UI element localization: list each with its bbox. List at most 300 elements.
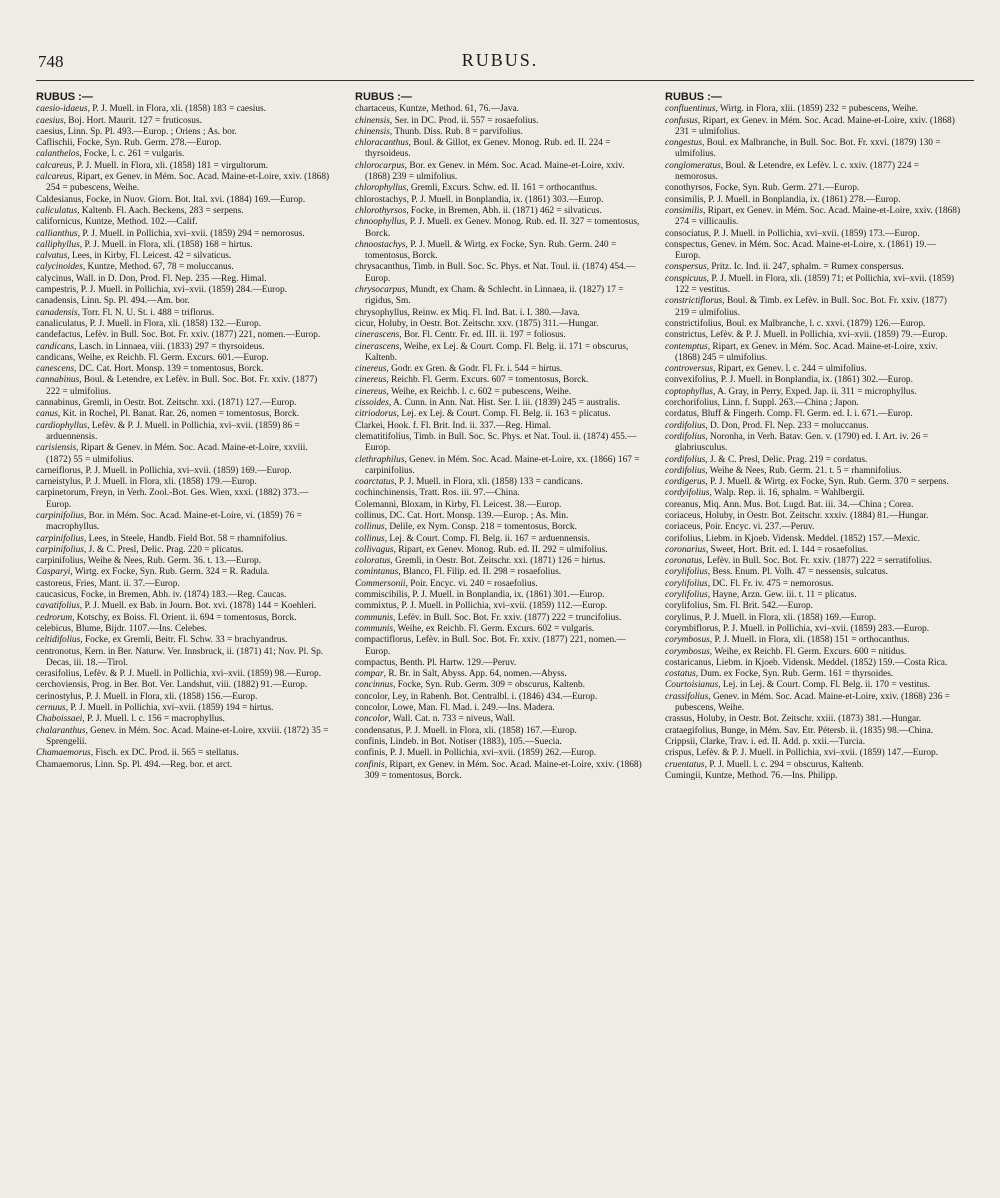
entry-citation: , Bor. ex Genev. in Mém. Soc. Acad. Maine-et-Loire, xxiv. (1868) 239 = ulmifolius.	[365, 160, 625, 183]
entry-citation: , Reinw. ex Miq. Fl. Ind. Bat. i. I. 380.—Java.	[407, 307, 580, 318]
entry-name: cerasifolius	[36, 669, 80, 680]
entry-citation: , Lefèv. & P. J. Muell. in Pollichia, xvi–xvii. (1859) 86 = arduennensis.	[46, 420, 300, 442]
entry-citation: , P. J. Muell. in Flora, xli. (1859) 71; et Pollichia, xvi–xvii. (1859) 122 = vestitus.	[675, 273, 955, 296]
entry-name: coarctatus	[355, 477, 395, 488]
entry-name: constrictiflorus	[665, 296, 723, 307]
entry-name: commiscibilis	[355, 590, 408, 601]
entry-citation: , Lefèv. & P. J. Muell. in Pollichia, xvi–xvii. (1859) 79.—Europ.	[705, 330, 948, 341]
entry-citation: , P. J. Muell. in Bonplandia, ix. (1861) 278.—Europ.	[703, 194, 901, 205]
entry	[355, 692, 651, 703]
entry-citation: , Boul. & Timb. ex Lefèv. in Bull. Soc. Bot. Fr. xxiv. (1877) 219 = ulmifolius.	[675, 296, 947, 318]
entry-citation: , Tratt. Ros. iii. 97.—China.	[414, 488, 520, 499]
entry-citation: , Benth. Pl. Hartw. 129.—Peruv.	[395, 657, 517, 668]
entry-name: calliphyllus	[36, 239, 80, 250]
entry	[36, 726, 332, 749]
entry-citation: , Holuby, in Oestr. Bot. Zeitschr. xxxiv. (1884) 81.—Hungar.	[700, 510, 929, 521]
entry-citation: , Linn. Sp. Pl. 494.—Am. bor.	[76, 296, 190, 307]
column-head: RUBUS :—	[665, 91, 722, 103]
entry-citation: , Poir. Encyc. vi. 240 = rosaefolius.	[405, 578, 538, 589]
entry-citation: , Fisch. ex DC. Prod. ii. 565 = stellatus.	[90, 748, 239, 759]
entry-name: conspectus	[665, 239, 707, 250]
entry-name: Crippsii	[665, 736, 696, 747]
entry-citation: , Torr. Fl. N. U. St. i. 488 = triflorus.	[77, 307, 215, 318]
entry-citation: , J. & C. Presl, Delic. Prag. 220 = plicatus.	[83, 544, 244, 555]
entry-name: chlorothyrsos	[355, 205, 407, 216]
entry-citation: , Wall. in D. Don, Prod. Fl. Nep. 235 —Reg. Himal.	[71, 273, 267, 284]
entry-citation: , Ripart, ex Genev. in Mém. Soc. Acad. Maine-et-Loire, xxiv. (1868) 254 = pubescens, Weihe.	[46, 172, 330, 194]
entry	[355, 330, 651, 341]
entry	[665, 398, 961, 409]
entry	[665, 500, 961, 511]
entry-citation: , Boul. ex Malbranche, l. c. xxvi. (1879) 126.—Europ.	[721, 318, 926, 329]
entry	[665, 488, 961, 499]
entry-citation: , DC. Cat. Hort. Monsp. 139 = tomentosus, Borck.	[74, 364, 264, 375]
entry-citation: , Sweet, Hort. Brit. ed. I. 144 = rosaefolius.	[705, 544, 869, 555]
entry	[36, 421, 332, 444]
entry-citation: , Gremli, in Oestr. Bot. Zeitschr. xxi. (1871) 126 = hirtus.	[390, 556, 606, 567]
entry	[355, 522, 651, 533]
entry-citation: , Ley, in Rabenh. Bot. Centralbl. i. (1846) 434.—Europ.	[387, 691, 598, 702]
entry	[355, 195, 651, 206]
entry	[36, 748, 332, 759]
entry	[665, 375, 961, 386]
entry-citation: , Weihe, ex Reichb. Fl. Germ. Excurs. 602 = vulgaris.	[393, 623, 595, 634]
entry-name: corylifolius	[665, 590, 708, 601]
entry-name: caucasicus	[36, 590, 77, 601]
entry	[36, 443, 332, 466]
entry-citation: , Sm. Fl. Brit. 542.—Europ.	[708, 601, 813, 612]
entry-name: corchorifolius	[665, 398, 718, 409]
entry-citation: , P. J. Muell. in Flora, xli. (1858) 133 = candicans.	[394, 477, 583, 488]
entry-citation: , P. J. Muell. & Wirtg. ex Focke, Syn. Rub. Germ. 240 = tomentosus, Borck.	[365, 239, 617, 262]
entry	[36, 172, 332, 195]
entry-citation: , Lefèv. & P. J. Muell. in Pollichia, xvi–xvii. (1859) 98.—Europ.	[79, 669, 322, 680]
column-head: RUBUS :—	[355, 91, 412, 103]
entry-name: costaricanus	[665, 657, 712, 668]
entry	[36, 624, 332, 635]
entry-citation: , Lowe, Man. Fl. Mad. i. 249.—Ins. Madera.	[387, 703, 555, 714]
entry	[355, 760, 651, 783]
entry-citation: , Bor. Fl. Centr. Fr. ed. III. ii. 197 = foliosus.	[399, 330, 566, 341]
entry	[355, 613, 651, 624]
entry-name: concolor	[355, 714, 389, 725]
entry-citation: , Gremli, Excurs. Schw. ed. II. 161 = orthocanthus.	[406, 183, 598, 194]
entry-citation: , P. J. Muell. in Pollichia, xvi–xvii. (1859) 284.—Europ.	[76, 285, 288, 296]
entry-citation: , Lej. & Court. Comp. Fl. Belg. ii. 167 = arduennensis.	[384, 533, 590, 544]
entry-name: cinereus	[355, 375, 387, 386]
entry	[36, 138, 332, 149]
entry	[665, 466, 961, 477]
entry-name: comintanus	[355, 567, 399, 578]
entry-name: cinerascens	[355, 330, 400, 341]
entry-name: chrysocarpus	[355, 285, 406, 296]
entry-name: confinis	[355, 759, 385, 770]
entry-list	[355, 104, 651, 782]
entry	[36, 251, 332, 262]
entry	[355, 398, 651, 409]
entry	[665, 104, 961, 115]
entry-citation: , Liebm. in Kjoeb. Vidensk. Meddel. (1852) 159.—Costa Rica.	[711, 657, 948, 668]
entry-citation: , P. J. Muell. in Pollichia, xvi–xvii. (1859) 283.—Europ.	[718, 623, 930, 634]
entry	[665, 364, 961, 375]
entry-citation: , Ripart, ex Genev. l. c. 244 = ulmifolius.	[713, 364, 867, 375]
entry-name: condensatus	[355, 725, 401, 736]
page-number: 748	[38, 52, 64, 71]
entry-name: carpinifolius	[36, 533, 84, 544]
entry-citation: , Prog. in Ber. Bot. Ver. Landshut, viii. (1882) 91.—Europ.	[87, 680, 308, 691]
entry-name: carpinifolius	[36, 556, 84, 567]
entry	[665, 296, 961, 319]
entry	[36, 760, 332, 771]
entry-name: clethraphilus	[355, 454, 405, 465]
entry	[355, 748, 651, 759]
entry-name: coreanus	[665, 499, 699, 510]
entry	[665, 579, 961, 590]
entry-citation: , Lefèv. in Bull. Soc. Bot. Fr. xxiv. (1877) 222 = truncifolius.	[393, 612, 622, 623]
entry-citation: , Kuntze, Method. 102.—Calif.	[80, 217, 198, 228]
entry	[665, 421, 961, 432]
entry-name: carneistylus	[36, 477, 81, 488]
entry-name: crassus	[665, 714, 693, 725]
entry	[36, 613, 332, 624]
entry	[665, 116, 961, 139]
entry-citation: , Holuby, in Oestr. Bot. Zeitschr. xxiii. (1873) 381.—Hungar.	[692, 714, 922, 725]
entry-name: celebicus	[36, 623, 71, 634]
entry	[36, 161, 332, 172]
entry-citation: , Godr. ex Gren. & Godr. Fl. Fr. i. 544 = hirtus.	[386, 364, 563, 375]
entry	[665, 647, 961, 658]
entry-name: canus	[36, 409, 58, 420]
entry-name: cerchoviensis	[36, 680, 88, 691]
entry-name: concolor	[355, 703, 388, 714]
entry-name: canadensis	[36, 296, 77, 307]
entry-name: cordifolius	[665, 465, 706, 476]
entry	[355, 262, 651, 285]
entry-citation: , Bor. in Mém. Soc. Acad. Maine-et-Loire, vi. (1859) 76 = macrophyllus.	[46, 510, 302, 533]
entry-name: consimilis	[665, 194, 704, 205]
entry-name: clematitifolius	[355, 431, 410, 442]
entry-name: centronotus	[36, 646, 80, 657]
entry-name: calanthelos	[36, 149, 80, 160]
entry-citation: , Timb. in Bull. Soc. Sc. Phys. et Nat. Toul. ii. (1874) 455.—Europ.	[365, 431, 637, 454]
entry	[665, 240, 961, 263]
entry	[36, 364, 332, 375]
entry	[665, 737, 961, 748]
entry-citation: , Clarke, Trav. i. ed. II. Add. p. xxii.—Turcia.	[695, 736, 866, 747]
entry-name: concolor	[355, 691, 388, 702]
entry-name: chrysophyllus	[355, 307, 408, 318]
entry	[36, 229, 332, 240]
entry-citation: , Pritz. Ic. Ind. ii. 247, sphalm. = Rumex conspersus.	[706, 262, 904, 273]
entry-name: collinus	[355, 522, 385, 533]
entry-citation: , Lasch. in Linnaea, viii. (1833) 297 = thyrsoideus.	[74, 341, 265, 352]
entry-name: cardiophyllus	[36, 420, 88, 431]
entry-citation: , Genev. in Mém. Soc. Acad. Maine-et-Loire, xxiv. (1868) 236 = pubescens, Weihe.	[675, 691, 951, 714]
entry-name: calycinus	[36, 273, 72, 284]
entry	[36, 409, 332, 420]
entry-citation: , Boul. & Letendre, ex Lefèv. in Bull. Soc. Bot. Fr. xxiv. (1877) 222 = ulmifolius.	[46, 375, 318, 397]
entry-name: Colemanni	[355, 499, 397, 510]
entry	[355, 342, 651, 365]
entry-citation: , Focke, l. c. 261 = vulgaris.	[79, 149, 185, 160]
entry-citation: , Boul. ex Malbranche, in Bull. Soc. Bot. Fr. xxvi. (1879) 130 = ulmifolius.	[675, 138, 941, 160]
entry-citation: , D. Don, Prod. Fl. Nep. 233 = moluccanus.	[705, 420, 869, 431]
entry	[355, 714, 651, 725]
entry	[36, 511, 332, 534]
entry	[36, 534, 332, 545]
entry-name: constrictifolius	[665, 318, 722, 329]
entry-citation: , P. J. Muell. in Bonplandia, ix. (1861) 301.—Europ.	[407, 590, 605, 601]
entry-citation: , Fries, Mant. ii. 37.—Europ.	[70, 578, 180, 589]
entry-list	[36, 104, 332, 771]
entry-name: Caflischii	[36, 138, 73, 149]
entry	[36, 206, 332, 217]
entry-citation: , Ripart & Genev. in Mém. Soc. Acad. Maine-et-Loire, xxviii. (1872) 55 = ulmifolius.	[46, 443, 308, 465]
entry	[665, 330, 961, 341]
entry-name: calycinoides	[36, 262, 83, 273]
entry	[36, 217, 332, 228]
entry	[665, 262, 961, 273]
entry	[36, 714, 332, 725]
entry-citation: , Liebm. in Kjoeb. Vidensk. Meddel. (1852) 157.—Mexic.	[700, 533, 920, 544]
entry	[355, 726, 651, 737]
entry-citation: , P. J. Muell. in Pollichia, xvi–xvii. (1859) 194 = hirtus.	[65, 703, 274, 714]
entry	[36, 635, 332, 646]
entry-name: chrysacanthus	[355, 262, 409, 273]
entry-name: constrictus	[665, 330, 706, 341]
entry-citation: , P. J. Muell. in Flora, xli. (1858) 167.—Europ.	[400, 725, 577, 736]
entry-name: carneiflorus	[36, 465, 81, 476]
entry-citation: , Gremli, in Oestr. Bot. Zeitschr. xxi. (1871) 127.—Europ.	[78, 398, 297, 409]
entry-citation: , Kuntze, Method. 76.—Ins. Philipp.	[700, 770, 838, 781]
entry-name: chlorocarpus	[355, 160, 405, 171]
running-head: RUBUS.	[461, 50, 539, 70]
entry	[355, 308, 651, 319]
entry	[355, 624, 651, 635]
entry	[355, 375, 651, 386]
entry-citation: , Ser. in DC. Prod. ii. 557 = rosaefolius.	[389, 115, 539, 126]
entry	[355, 669, 651, 680]
entry	[665, 342, 961, 365]
entry-citation: , Mundt, ex Cham. & Schlecht. in Linnaea, ii. (1827) 17 = rigidus, Sm.	[365, 285, 624, 307]
entry-name: coriaceus	[665, 522, 701, 533]
entry-name: cochinchinensis	[355, 488, 415, 499]
entry	[355, 737, 651, 748]
entry-citation: , P. J. Muell. in Pollichia, xvi–xvii. (1859) 173.—Europ.	[708, 228, 920, 239]
entry-citation: , Delile, ex Nym. Consp. 218 = tomentosus, Borck.	[384, 522, 577, 533]
entry-citation: , P. J. Muell. in Flora, xli. (1858) 181 = virgultorum.	[72, 160, 269, 171]
entry-name: congestus	[665, 138, 702, 149]
entry-name: corymbiflorus	[665, 623, 719, 634]
entry-citation: , P. J. Muell. in Flora, xli. (1858) 169.—Europ.	[699, 612, 876, 623]
entry-citation: , Genev. in Mém. Soc. Acad. Maine-et-Loire, xx. (1866) 167 = carpinifolius.	[365, 454, 640, 476]
entry	[36, 545, 332, 556]
entry-citation: , P. J. Muell. in Flora, xli. (1858) 179.—Europ.	[80, 477, 257, 488]
entry	[355, 240, 651, 263]
entry-citation: , Lees, in Steele, Handb. Field Bot. 58 = rhamnifolius.	[83, 533, 288, 544]
entry-citation: , Kaltenb. Fl. Aach. Beckens, 283 = serpens.	[77, 205, 244, 216]
entry-citation: , R. Br. in Salt, Abyss. App. 64, nomen.—Abyss.	[383, 669, 567, 680]
entry-name: corifolius	[665, 533, 701, 544]
entry-citation: , Lefèv. in Bull. Soc. Bot. Fr. xxiv. (1877) 221, nomen.—Europ.	[365, 635, 626, 657]
entry	[355, 104, 651, 115]
entry	[355, 409, 651, 420]
entry-name: coriaceus	[665, 510, 701, 521]
entry	[36, 590, 332, 601]
entry-name: crispus	[665, 748, 692, 759]
entry	[665, 183, 961, 194]
entry-name: celtidifolius	[36, 635, 81, 646]
entry-citation: , DC. Cat. Hort. Monsp. 139.—Europ. ; As. Min.	[384, 510, 569, 521]
entry	[665, 511, 961, 522]
entry-name: chnoostachys	[355, 239, 406, 250]
entry	[36, 647, 332, 670]
entry-name: cannabinus	[36, 398, 79, 409]
entry-name: confinis	[355, 736, 386, 747]
entry-name: calcareus	[36, 160, 73, 171]
entry-name: confusus	[665, 115, 698, 126]
entry-name: coronatus	[665, 556, 703, 567]
entry	[355, 601, 651, 612]
entry-name: Chaboissaei	[36, 714, 83, 725]
entry-name: conspicuus	[665, 273, 707, 284]
entry	[355, 511, 651, 522]
entry-name: chlorophyllus	[355, 183, 407, 194]
entry-name: consimilis	[665, 205, 704, 216]
entry-name: costatus	[665, 669, 696, 680]
entry-citation: , Weihe, ex Reichb. Fl. Germ. Excurs. 600 = nitidus.	[709, 646, 907, 657]
entry	[36, 669, 332, 680]
entry-name: cedrorum	[36, 612, 73, 623]
entry-name: confluentinus	[665, 104, 716, 115]
entry-citation: , P. J. Muell. in Flora, xli. (1858) 156.—Europ.	[81, 691, 258, 702]
entry	[665, 669, 961, 680]
entry-citation: , Focke, ex Gremli, Beitr. Fl. Schw. 33 = brachyandrus.	[80, 635, 288, 646]
entry-name: Chamaemorus	[36, 748, 91, 759]
entry-citation: , Kit. in Rochel, Pl. Banat. Rar. 26, nomen = tomentosus, Borck.	[57, 409, 300, 420]
entry-name: cinereus	[355, 386, 387, 397]
entry	[355, 680, 651, 691]
entry	[665, 760, 961, 771]
entry-name: coptophyllus	[665, 386, 713, 397]
entry-name: controversus	[665, 364, 714, 375]
entry	[355, 206, 651, 217]
entry	[665, 195, 961, 206]
entry-name: candicans	[36, 352, 73, 363]
entry-name: cordatus	[665, 409, 697, 420]
header-rule	[36, 80, 974, 81]
entry-citation: , Kuntze, Method. 67, 78 = moluccanus.	[82, 262, 234, 273]
entry-citation: , Lej. ex Lej. & Court. Comp. Fl. Belg. ii. 163 = plicatus.	[396, 409, 611, 420]
column-3	[665, 92, 961, 782]
entry	[355, 217, 651, 240]
entry-citation: , Genev. in Mém. Soc. Acad. Maine-et-Loire, xxviii. (1872) 35 = Sprengelii.	[46, 725, 329, 747]
entry	[36, 398, 332, 409]
entry-name: Casparyi	[36, 567, 71, 578]
entry-citation: , P. J. Muell. in Pollichia, xvi–xvii. (1859) 169.—Europ.	[80, 465, 292, 476]
entry	[36, 703, 332, 714]
entry	[355, 500, 651, 511]
entry-citation: , Linn. Sp. Pl. 494.—Reg. bor. et arct.	[90, 759, 233, 770]
entry-name: contemptus	[665, 341, 708, 352]
entry	[665, 432, 961, 455]
entry	[36, 330, 332, 341]
entry-name: compactiflorus	[355, 635, 412, 646]
entry	[36, 127, 332, 138]
entry-citation: , A. Cunn. in Ann. Nat. Hist. Ser. I. iii. (1839) 245 = australis.	[388, 398, 620, 409]
entry-name: Commersonii	[355, 578, 406, 589]
entry	[355, 319, 651, 330]
entry-citation: , P. J. Muell. in Flora, xli. (1858) 168 = hirtus.	[79, 239, 253, 250]
entry-name: canaliculatus	[36, 318, 85, 329]
entry-citation: , Lefèv. in Bull. Soc. Bot. Fr. xxiv. (1877) 222 = serratifolius.	[702, 556, 932, 567]
entry-name: conspersus	[665, 262, 707, 273]
entry	[36, 285, 332, 296]
entry	[665, 714, 961, 725]
entry-citation: , Focke, Syn. Rub. Germ. 309 = obscurus, Kaltenb.	[393, 680, 586, 691]
entry	[355, 488, 651, 499]
entry-name: campestris	[36, 285, 77, 296]
entry	[36, 149, 332, 160]
entry-citation: , Thunb. Diss. Rub. 8 = parvifolius.	[389, 126, 523, 137]
entry-name: cavatifolius	[36, 601, 80, 612]
entry	[36, 556, 332, 567]
entry-citation: , Bess. Enum. Pl. Volh. 47 = nessensis, sulcatus.	[707, 567, 888, 578]
entry	[665, 534, 961, 545]
entry-citation: , Focke, in Nuov. Giorn. Bot. Ital. xvi. (1884) 169.—Europ.	[81, 194, 306, 205]
entry-name: Courtoisianus	[665, 680, 719, 691]
entry-name: collinus	[355, 510, 385, 521]
entry-citation: , Boul. & Gillot, ex Genev. Monog. Rub. ed. II. 224 = thyrsoideus.	[365, 138, 611, 160]
entry-name: caliculatus	[36, 205, 78, 216]
entry-citation: , Miq. Ann. Mus. Bot. Lugd. Bat. iii. 34.—China ; Corea.	[698, 499, 914, 510]
entry-name: compactus	[355, 657, 396, 668]
entry	[355, 579, 651, 590]
entry-citation: , Weihe, ex Reichb. l. c. 602 = pubescens, Weihe.	[386, 386, 572, 397]
entry-citation: , Reichb. Fl. Germ. Excurs. 607 = tomentosus, Borck.	[386, 375, 589, 386]
entry	[355, 534, 651, 545]
entry-citation: , P. J. Muell. l. c. 294 = obscurus, Kaltenb.	[704, 759, 864, 770]
entry-citation: , Ripart, ex Genev. Monog. Rub. ed. II. 292 = ulmifolius.	[393, 544, 608, 555]
entry-name: conglomeratus	[665, 160, 721, 171]
entry-name: cordifolius	[665, 454, 706, 465]
entry-name: californicus	[36, 217, 81, 228]
entry	[36, 579, 332, 590]
entry-name: cicur	[355, 318, 374, 329]
entry-name: Chamaemorus	[36, 759, 91, 770]
entry-name: cerinostylus	[36, 691, 82, 702]
entry-citation: , Bloxam, in Kirby, Fl. Leicest. 38.—Europ.	[396, 499, 562, 510]
entry	[665, 748, 961, 759]
entry-name: Clarkei	[355, 420, 383, 431]
entry	[36, 240, 332, 251]
entry-citation: , DC. Fl. Fr. iv. 475 = nemorosus.	[707, 578, 834, 589]
entry-name: corylifolius	[665, 578, 708, 589]
entry-citation: , A. Gray, in Perry, Exped. Jap. ii. 311 = microphyllus.	[712, 386, 917, 397]
entry-citation: , Walp. Rep. ii. 16, sphalm. = Wahlbergii.	[709, 488, 865, 499]
entry	[355, 138, 651, 161]
entry-name: canescens	[36, 364, 75, 375]
entry	[665, 771, 961, 782]
entry	[355, 658, 651, 669]
entry-citation: , P. J. Muell. in Flora, xli. (1858) 183 = caesius.	[87, 104, 267, 115]
entry-name: compar	[355, 669, 384, 680]
entry-name: chloracanthus	[355, 138, 409, 149]
entry	[665, 319, 961, 330]
entry-citation: , Ripart, ex Genev. in Mém. Soc. Acad. Maine-et-Loire, xxiv. (1868) 274 = villicaulis.	[675, 205, 961, 228]
entry-name: corylinus	[665, 612, 700, 623]
entry-name: consociatus	[665, 228, 709, 239]
